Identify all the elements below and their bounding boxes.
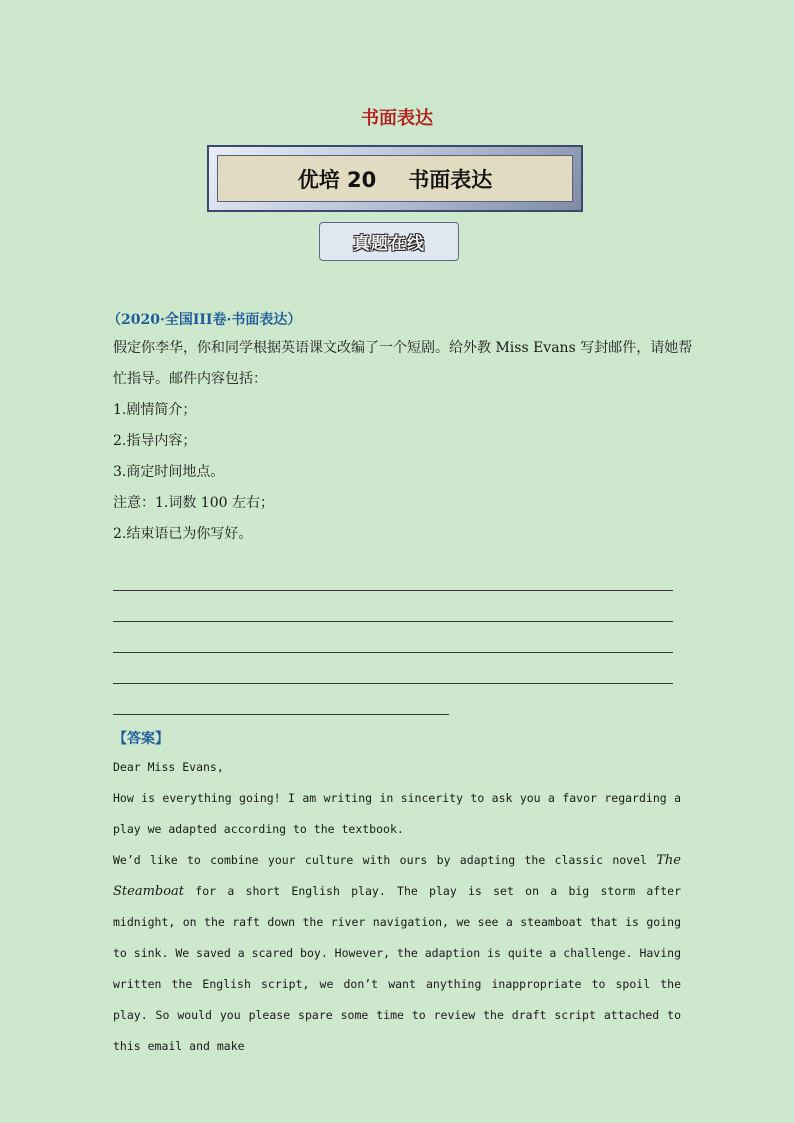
question-line: 注意：1.词数 100 左右； <box>113 495 274 511</box>
question-source: （2020·全国III卷·书面表达） <box>107 312 302 328</box>
writing-line <box>113 622 673 653</box>
answer-label: 【答案】 <box>113 731 169 747</box>
question-line: 忙指导。邮件内容包括： <box>113 371 267 387</box>
page-title: 书面表达 <box>361 108 433 129</box>
letter-paragraph: We’d like to combine your culture with ours by adapting the classic novel The Steamboat for a short English play. The play is set on a big storm after midnight, on the raft down the river navigation, we see a steamboat that is going to sink. We saved a scared boy. However, the adaption is quite a challenge. Having written the English script, we don’t want anything inappropriate to spoil the play. So would you please spare some time to review the draft script attached to this email and make <box>113 853 681 1053</box>
question-line: 1.剧情简介； <box>113 402 197 418</box>
title-banner-inner <box>217 155 573 202</box>
writing-line <box>113 653 673 684</box>
question-line: 3.商定时间地点。 <box>113 464 225 480</box>
section-badge: 真题在线 <box>319 222 459 261</box>
question-line: 假定你李华，你和同学根据英语课文改编了一个短剧。给外教 Miss Evans 写封邮件，请她帮 <box>113 340 693 356</box>
question-line: 2.指导内容； <box>113 433 197 449</box>
title-number: 优培 20 <box>297 167 377 192</box>
novel-title: The Steamboat <box>113 853 681 899</box>
writing-line <box>113 684 449 715</box>
answer-letter <box>113 752 681 1062</box>
title-topic: 书面表达 <box>408 167 493 192</box>
writing-line <box>113 560 673 591</box>
writing-line <box>113 591 673 622</box>
title-banner <box>207 145 583 212</box>
document-body <box>107 308 693 1062</box>
answer-writing-area <box>113 560 681 715</box>
letter-greeting: Dear Miss Evans, <box>113 760 224 774</box>
question-line: 2.结束语已为你写好。 <box>113 526 253 542</box>
letter-paragraph: How is everything going! I am writing in sincerity to ask you a favor regarding a play we adapted according to the textbook. <box>113 791 681 836</box>
